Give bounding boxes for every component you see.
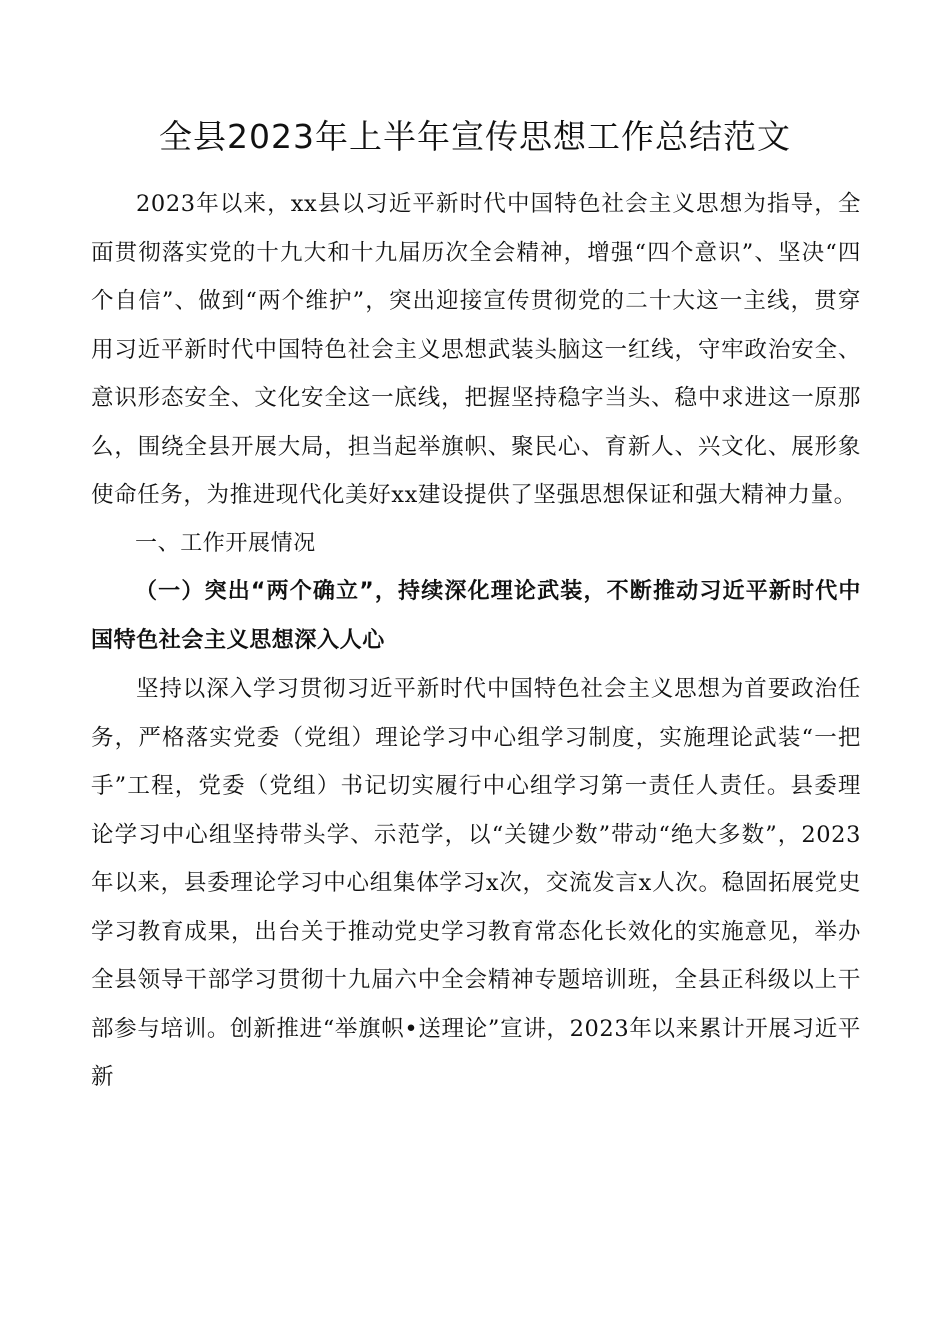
subsection-heading-1: （一）突出“两个确立”，持续深化理论武装，不断推动习近平新时代中国特色社会主义思想深入人心	[91, 579, 861, 653]
section-heading-1: 一、工作开展情况	[135, 530, 316, 556]
document-body	[91, 180, 861, 1102]
document-title: 全县2023年上半年宣传思想工作总结范文	[159, 117, 791, 156]
intro-paragraph: 2023年以来，xx县以习近平新时代中国特色社会主义思想为指导，全面贯彻落实党的十九大和十九届历次全会精神，增强“四个意识”、坚决“四个自信”、做到“两个维护”，突出迎接宣传贯彻党的二十大这一主线，贯穿用习近平新时代中国特色社会主义思想武装头脑这一红线，守牢政治安全、意识形态安全、文化安全这一底线，把握坚持稳字当头、稳中求进这一原那么，围绕全县开展大局，担当起举旗帜、聚民心、育新人、兴文化、展形象使命任务，为推进现代化美好xx建设提供了坚强思想保证和强大精神力量。	[91, 191, 861, 508]
subsection-1-paragraph: 坚持以深入学习贯彻习近平新时代中国特色社会主义思想为首要政治任务，严格落实党委（党组）理论学习中心组学习制度，实施理论武装“一把手”工程，党委（党组）书记切实履行中心组学习第一责任人责任。县委理论学习中心组坚持带头学、示范学，以“关键少数”带动“绝大多数”，2023年以来，县委理论学习中心组集体学习x次，交流发言x人次。稳固拓展党史学习教育成果，出台关于推动党史学习教育常态化长效化的实施意见，举办全县领导干部学习贯彻十九届六中全会精神专题培训班，全县正科级以上干部参与培训。创新推进“举旗帜•送理论”宣讲，2023年以来累计开展习近平新	[91, 676, 861, 1090]
